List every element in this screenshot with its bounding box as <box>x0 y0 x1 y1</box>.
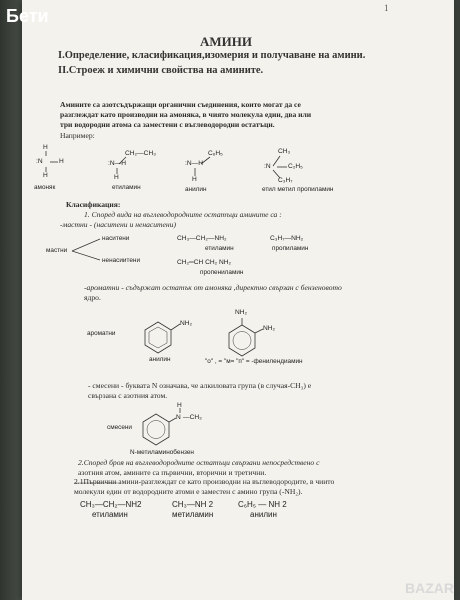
methylaniline-n: N <box>176 414 181 421</box>
propylamine-label: пропиламин <box>272 245 309 252</box>
aromatic-line-1: -ароматни - съдържат остатък от амоняка ,директно свързан с бензеновото <box>84 283 342 292</box>
item-2-line-2: азотния атом, амините са първични, вторични и третични. <box>78 468 267 477</box>
ammonia-h-right: H <box>59 158 64 165</box>
ethylamine-group: CH₂—CH₃ <box>125 150 156 157</box>
tree-unsaturated: ненасиитени <box>102 257 141 264</box>
aniline-h: H <box>192 176 197 183</box>
primary-name-3: анилин <box>250 510 277 519</box>
ammonia-h-top: H <box>43 144 48 151</box>
mixed-line-2: свързана с азотния атом. <box>88 391 168 400</box>
intro-line-2: разглеждат като производни на амоняка, в чиято молекула един, два или <box>60 110 312 119</box>
intro-line-3: три водородни атома са заместени с въглеводородни остатъци. <box>60 120 275 129</box>
classification-item-1: 1. Според вида на въглеводородните остатъци амините са : <box>84 210 282 219</box>
primary-name-1: етиламин <box>92 510 128 519</box>
ethylamine-label: етиламин <box>205 245 234 252</box>
mixed-line-1: - смесени - буквата N означава, че алкиловата група (в случая-CH₃) е <box>88 381 312 390</box>
example-ammonia-name: амоняк <box>34 184 56 191</box>
methylaniline-h: H <box>177 402 182 409</box>
ethylamine-h: H <box>114 174 119 181</box>
aniline-label: анилин <box>149 356 171 363</box>
watermark-logo: BAZAR <box>405 580 454 596</box>
subtitle-2: II.Строеж и химични свойства на амините. <box>58 65 264 76</box>
intro-line-1: Амините са азотсъдържащи органични съединения, които могат да се <box>60 100 301 109</box>
tree-saturated: наситени <box>102 235 130 242</box>
aniline-nh2: NH₂ <box>180 320 193 327</box>
diamine-nh2-side: NH₂ <box>263 325 276 332</box>
ammonia-h-bottom: H <box>43 172 48 179</box>
left-background-strip <box>0 0 22 600</box>
propylamine-formula: C₃H₇—NH₂ <box>270 235 304 242</box>
diamine-nh2-top: NH₂ <box>235 309 248 316</box>
tree-root-fatty: мастни <box>46 247 68 254</box>
mixed-label: смесени <box>107 424 132 431</box>
methylaniline-ch3: —CH₃ <box>183 414 202 421</box>
document-page <box>22 0 454 600</box>
tertiary-n: :N <box>264 163 271 170</box>
propenylamine-formula: CH₂═CH CH₂ NH₂ <box>177 259 232 266</box>
example-ethylamine-name: етиламин <box>112 184 141 191</box>
brand-name: Бети <box>6 6 49 26</box>
tertiary-propyl: C₃H₇ <box>278 177 293 184</box>
tertiary-ethyl: C₂H₅ <box>288 163 303 170</box>
ammonia-n: :N <box>36 158 43 165</box>
primary-formula-2: CH₃—NH 2 <box>172 500 214 509</box>
example-tertiary-name: етил метил пропиламин <box>262 186 334 193</box>
classification-heading: Класификация: <box>66 200 121 209</box>
aromatic-label: ароматни <box>87 330 116 337</box>
primary-formula-3: C₆H₅ — NH 2 <box>238 500 287 509</box>
methylaniline-label: N-метиламинобензен <box>130 449 194 456</box>
page-title: АМИНИ <box>200 34 252 49</box>
aniline-group: C₆H₅ <box>208 150 223 157</box>
diamine-caption: "о" , = "м= "п" = -фенилендиамин <box>205 358 303 365</box>
ethylamine-formula: CH₃—CH₂—NH₂ <box>177 235 227 242</box>
item-2-line-1: 2.Според броя на въглеводородните остатъци свързани непосредствено с <box>78 458 320 467</box>
subtitle-1: I.Определение, класификация,изомерия и получаване на амини. <box>58 50 366 61</box>
example-aniline-name: анилин <box>185 186 207 193</box>
fatty-amines-line: -мастни - (наситени и ненаситени) <box>60 220 177 229</box>
item-3-line-1: 2.1Първични амини-разглеждат се като производни на въглеводородите, в чиито <box>74 477 335 486</box>
primary-name-2: метиламин <box>172 510 214 519</box>
ethylamine-n: :N—H <box>108 160 126 167</box>
propenylamine-label: пропениламин <box>200 269 244 276</box>
aniline-n: :N—H <box>185 160 203 167</box>
intro-line-4: Например: <box>60 131 95 140</box>
page-number: 1 <box>384 3 389 13</box>
item-3-line-2: молекули един от водородните атоми е заместен с амино група (-NH₂). <box>74 487 303 496</box>
tertiary-methyl: CH₃ <box>278 148 291 155</box>
aromatic-line-2: ядро. <box>84 293 101 302</box>
primary-formula-1: CH₃—CH₂—NH2 <box>80 500 142 509</box>
